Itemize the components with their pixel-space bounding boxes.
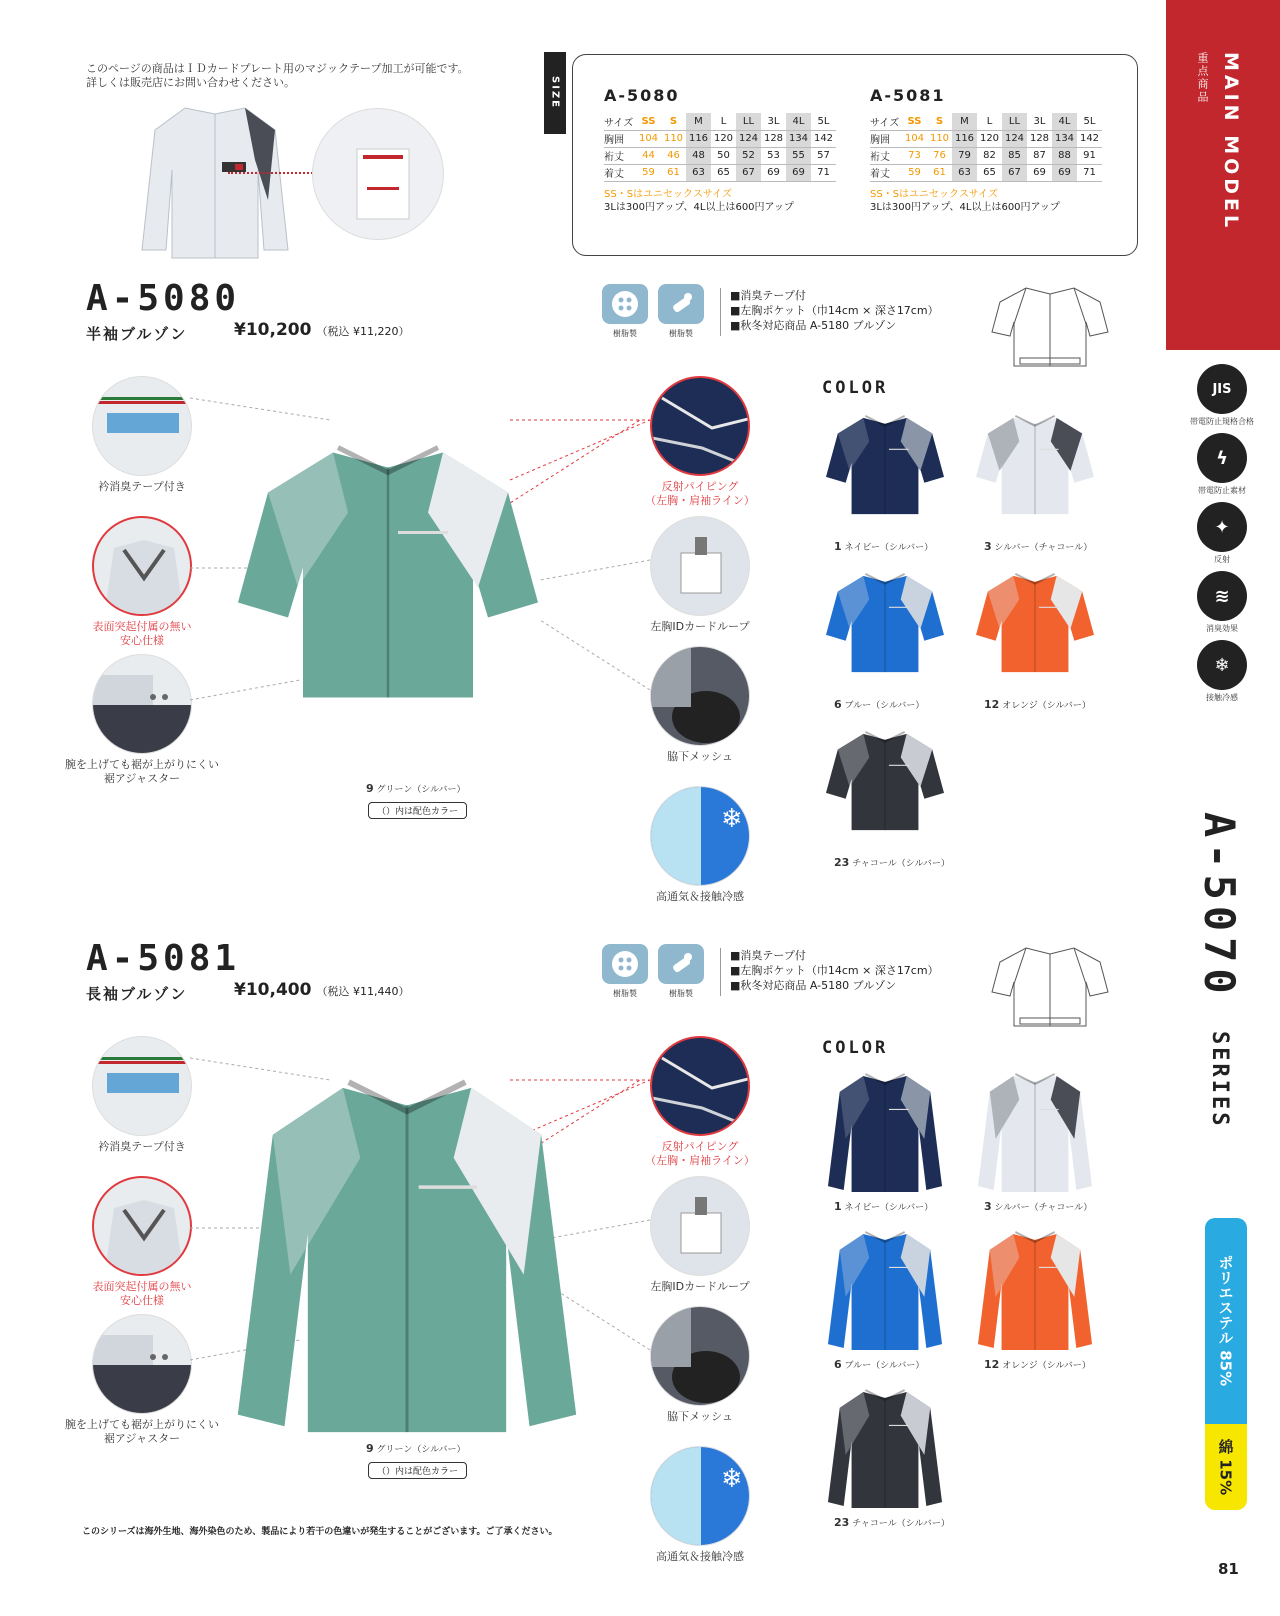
color-name: チャコール（シルバー）: [852, 1519, 950, 1529]
size-cell: S: [927, 113, 952, 130]
color-number: 6: [834, 1358, 842, 1371]
color-number: 6: [834, 698, 842, 711]
size-cell: 116: [952, 130, 977, 147]
size-cell: 61: [661, 164, 686, 181]
size-cell: S: [661, 113, 686, 130]
detail-circle-right: [650, 786, 750, 886]
price-block: [234, 980, 410, 1000]
page-number: 81: [1218, 1560, 1239, 1578]
size-cell: 79: [952, 147, 977, 164]
badge-icon-3: ≋: [1197, 571, 1247, 621]
color-name: シルバー（チャコール）: [994, 1203, 1093, 1213]
detail-label: 腕を上げても裾が上がりにくい 裾アジャスター: [65, 1418, 219, 1445]
size-table-title: A-5080: [604, 86, 680, 105]
product-name: 長袖ブルゾン: [86, 985, 188, 1003]
main-color-number: 9: [366, 782, 374, 795]
detail-circle-left: [92, 1314, 192, 1414]
size-table: [870, 113, 1102, 182]
color-name: ネイビー（シルバー）: [844, 1203, 934, 1213]
resin-zipper-icon: [658, 944, 704, 984]
badge-label: 接触冷感: [1206, 693, 1238, 702]
price-block: [234, 320, 410, 340]
size-table-a5081: [870, 86, 1102, 214]
color-number: 12: [984, 698, 1000, 711]
badge-icon-1: ϟ: [1197, 433, 1247, 483]
detail-label: 衿消臭テープ付き: [98, 480, 186, 493]
size-cell: 55: [786, 147, 811, 164]
polyester-ratio: ポリエステル 85%: [1205, 1218, 1247, 1424]
product-name: 半袖ブルゾン: [86, 325, 188, 343]
price-tax: （税込 ¥11,440）: [316, 985, 410, 998]
color-name: ネイビー（シルバー）: [844, 543, 934, 553]
detail-label: 表面突起付属の無い 安心仕様: [92, 1280, 192, 1307]
size-row-label: 胸囲: [870, 130, 902, 147]
feature-item: ■秋冬対応商品 A-5180 ブルゾン: [730, 319, 897, 332]
detail-circle-left: [92, 516, 192, 616]
size-cell: 5L: [811, 113, 836, 130]
velcro-closeup: [312, 108, 444, 240]
badge-icon-2: ✦: [1197, 502, 1247, 552]
color-swatch-23: [826, 1386, 944, 1518]
size-row-label: 裄丈: [604, 147, 636, 164]
color-swatch-6: [826, 568, 944, 684]
feature-list: [730, 948, 939, 993]
feature-item: ■左胸ポケット（巾14cm × 深さ17cm）: [730, 964, 939, 977]
size-cell: SS: [902, 113, 927, 130]
size-cell: 134: [786, 130, 811, 147]
color-caption: [834, 1358, 924, 1371]
price: ¥10,400: [234, 980, 312, 1000]
color-caption: [984, 540, 1092, 553]
badge-label: 反射: [1214, 555, 1230, 564]
color-heading: COLOR: [822, 378, 889, 398]
svg-text:❄: ❄: [721, 804, 743, 834]
size-cell: 91: [1077, 147, 1102, 164]
size-cell: 110: [927, 130, 952, 147]
detail-label: 左胸IDカードループ: [650, 1280, 750, 1293]
main-color-caption: [366, 1442, 466, 1455]
color-name: オレンジ（シルバー）: [1002, 701, 1091, 711]
size-cell: 87: [1027, 147, 1052, 164]
size-cell: 59: [636, 164, 661, 181]
color-caption: [834, 1200, 933, 1213]
velcro-jacket-image: [140, 100, 290, 260]
color-swatch-3: [976, 1070, 1094, 1202]
detail-circle-left: [92, 376, 192, 476]
size-cell: 124: [1002, 130, 1027, 147]
size-cell: 116: [686, 130, 711, 147]
badge-label: 消臭効果: [1206, 624, 1238, 633]
size-row-label: 裄丈: [870, 147, 902, 164]
size-cell: L: [711, 113, 736, 130]
size-cell: 142: [1077, 130, 1102, 147]
main-jacket-image: [232, 1070, 582, 1454]
detail-label: 反射パイピング （左胸・肩袖ライン）: [645, 480, 755, 507]
detail-label: 反射パイピング （左胸・肩袖ライン）: [645, 1140, 755, 1167]
size-cell: 69: [1027, 164, 1052, 181]
size-note-unisex: SS・Sはユニセックスサイズ: [604, 188, 732, 200]
resin-button-icon: [602, 944, 648, 984]
size-cell: L: [977, 113, 1002, 130]
size-note-price: 3Lは300円アップ、4L以上は600円アップ: [870, 201, 1060, 213]
color-note: （）内は配色カラー: [368, 1462, 467, 1479]
size-cell: 5L: [1077, 113, 1102, 130]
resin-button-icon: [602, 284, 648, 324]
top-note-line2: 詳しくは販売店にお問い合わせください。: [86, 76, 295, 89]
size-tag: SIZE: [544, 52, 566, 134]
size-cell: 104: [902, 130, 927, 147]
resin-zipper-icon: [658, 284, 704, 324]
color-heading: COLOR: [822, 1038, 889, 1058]
detail-circle-right: [650, 1446, 750, 1546]
series-title: [1195, 812, 1244, 1129]
detail-label: 脇下メッシュ: [667, 750, 733, 763]
main-model-label: MAIN MODEL: [1220, 52, 1242, 232]
color-swatch-12: [976, 568, 1094, 684]
size-row-label: 着丈: [604, 164, 636, 181]
product-code: A-5081: [86, 938, 241, 979]
size-cell: 120: [711, 130, 736, 147]
size-cell: 134: [1052, 130, 1077, 147]
size-cell: 46: [661, 147, 686, 164]
detail-label: 脇下メッシュ: [667, 1410, 733, 1423]
size-cell: 124: [736, 130, 761, 147]
size-cell: 82: [977, 147, 1002, 164]
feature-item: ■消臭テープ付: [730, 949, 806, 962]
footer-note: このシリーズは海外生地、海外染色のため、製品により若干の色違いが発生することがございます。ご了承ください。: [82, 1527, 558, 1537]
detail-label: 衿消臭テープ付き: [98, 1140, 186, 1153]
top-note: [86, 62, 469, 90]
icon-label: 樹脂製: [669, 329, 693, 338]
top-note-line1: このページの商品はＩＤカードプレート用のマジックテープ加工が可能です。: [86, 62, 469, 75]
size-note-unisex: SS・Sはユニセックスサイズ: [870, 188, 998, 200]
feature-item: ■消臭テープ付: [730, 289, 806, 302]
icon-label: 樹脂製: [613, 989, 637, 998]
color-number: 3: [984, 540, 992, 553]
main-color-number: 9: [366, 1442, 374, 1455]
size-cell: 65: [977, 164, 1002, 181]
color-caption: [984, 698, 1091, 711]
size-cell: 44: [636, 147, 661, 164]
size-cell: 71: [1077, 164, 1102, 181]
size-note-price: 3Lは300円アップ、4L以上は600円アップ: [604, 201, 794, 213]
color-caption: [834, 698, 924, 711]
detail-label: 高通気＆接触冷感: [656, 890, 744, 903]
main-model-jp: 重点商品: [1196, 52, 1209, 104]
size-cell: 69: [786, 164, 811, 181]
size-cell: 50: [711, 147, 736, 164]
size-cell: 3L: [1027, 113, 1052, 130]
size-cell: 67: [1002, 164, 1027, 181]
series-word: SERIES: [1207, 1031, 1232, 1129]
size-cell: 67: [736, 164, 761, 181]
size-cell: 3L: [761, 113, 786, 130]
size-cell: 4L: [1052, 113, 1077, 130]
technical-drawing: [990, 284, 1110, 370]
main-color-caption: [366, 782, 466, 795]
size-table: [604, 113, 836, 182]
color-swatch-23: [826, 726, 944, 842]
detail-circle-left: [92, 1176, 192, 1276]
size-table-a5080: [604, 86, 836, 214]
color-name: ブルー（シルバー）: [844, 1361, 925, 1371]
size-cell: 63: [686, 164, 711, 181]
size-table-title: A-5081: [870, 86, 946, 105]
color-name: ブルー（シルバー）: [844, 701, 925, 711]
detail-label: 表面突起付属の無い 安心仕様: [92, 620, 192, 647]
color-caption: [834, 856, 950, 869]
color-name: オレンジ（シルバー）: [1002, 1361, 1091, 1371]
size-cell: 128: [761, 130, 786, 147]
detail-circle-left: [92, 1036, 192, 1136]
feature-item: ■左胸ポケット（巾14cm × 深さ17cm）: [730, 304, 939, 317]
svg-text:❄: ❄: [721, 1464, 743, 1494]
size-cell: LL: [1002, 113, 1027, 130]
main-jacket-image: [238, 410, 538, 744]
detail-label: 腕を上げても裾が上がりにくい 裾アジャスター: [65, 758, 219, 785]
divider: [720, 948, 721, 996]
size-cell: 53: [761, 147, 786, 164]
size-cell: 57: [811, 147, 836, 164]
product-code: A-5080: [86, 278, 241, 319]
size-cell: 85: [1002, 147, 1027, 164]
color-number: 1: [834, 540, 842, 553]
badge-icon-4: ❄: [1197, 640, 1247, 690]
main-model-banner: [1166, 0, 1280, 350]
size-row-label: サイズ: [870, 113, 902, 130]
color-note: （）内は配色カラー: [368, 802, 467, 819]
color-name: シルバー（チャコール）: [994, 543, 1093, 553]
size-cell: 73: [902, 147, 927, 164]
color-caption: [984, 1358, 1091, 1371]
color-number: 12: [984, 1358, 1000, 1371]
color-name: チャコール（シルバー）: [852, 859, 950, 869]
size-cell: 52: [736, 147, 761, 164]
detail-circle-left: [92, 654, 192, 754]
color-number: 23: [834, 1516, 850, 1529]
color-number: 3: [984, 1200, 992, 1213]
main-color-name: グリーン（シルバー）: [376, 785, 466, 795]
size-cell: 63: [952, 164, 977, 181]
color-swatch-1: [826, 1070, 944, 1202]
size-cell: 76: [927, 147, 952, 164]
feature-item: ■秋冬対応商品 A-5180 ブルゾン: [730, 979, 897, 992]
size-cell: 110: [661, 130, 686, 147]
size-cell: 61: [927, 164, 952, 181]
badge-icon-0: JIS: [1197, 364, 1247, 414]
size-cell: 71: [811, 164, 836, 181]
size-cell: LL: [736, 113, 761, 130]
size-cell: 88: [1052, 147, 1077, 164]
color-swatch-6: [826, 1228, 944, 1360]
size-cell: SS: [636, 113, 661, 130]
size-row-label: 着丈: [870, 164, 902, 181]
color-swatch-12: [976, 1228, 1094, 1360]
badge-label: 帯電防止素材: [1198, 486, 1246, 495]
series-code: A-5070: [1195, 812, 1244, 1000]
color-caption: [834, 1516, 950, 1529]
cotton-ratio: 綿 15%: [1205, 1424, 1247, 1510]
divider: [720, 288, 721, 336]
size-row-label: サイズ: [604, 113, 636, 130]
size-row-label: 胸囲: [604, 130, 636, 147]
size-cell: M: [952, 113, 977, 130]
color-swatch-3: [976, 410, 1094, 526]
size-cell: 69: [761, 164, 786, 181]
icon-label: 樹脂製: [669, 989, 693, 998]
feature-list: [730, 288, 939, 333]
color-caption: [984, 1200, 1092, 1213]
size-cell: 142: [811, 130, 836, 147]
price-tax: （税込 ¥11,220）: [316, 325, 410, 338]
badge-label: 帯電防止規格合格: [1190, 417, 1254, 426]
color-caption: [834, 540, 933, 553]
size-cell: M: [686, 113, 711, 130]
size-cell: 65: [711, 164, 736, 181]
color-number: 23: [834, 856, 850, 869]
color-number: 1: [834, 1200, 842, 1213]
size-cell: 120: [977, 130, 1002, 147]
icon-label: 樹脂製: [613, 329, 637, 338]
size-cell: 4L: [786, 113, 811, 130]
technical-drawing: [990, 944, 1110, 1030]
detail-label: 左胸IDカードループ: [650, 620, 750, 633]
size-cell: 104: [636, 130, 661, 147]
detail-label: 高通気＆接触冷感: [656, 1550, 744, 1563]
size-cell: 59: [902, 164, 927, 181]
size-cell: 128: [1027, 130, 1052, 147]
size-cell: 69: [1052, 164, 1077, 181]
color-swatch-1: [826, 410, 944, 526]
size-cell: 48: [686, 147, 711, 164]
main-color-name: グリーン（シルバー）: [376, 1445, 466, 1455]
price: ¥10,200: [234, 320, 312, 340]
